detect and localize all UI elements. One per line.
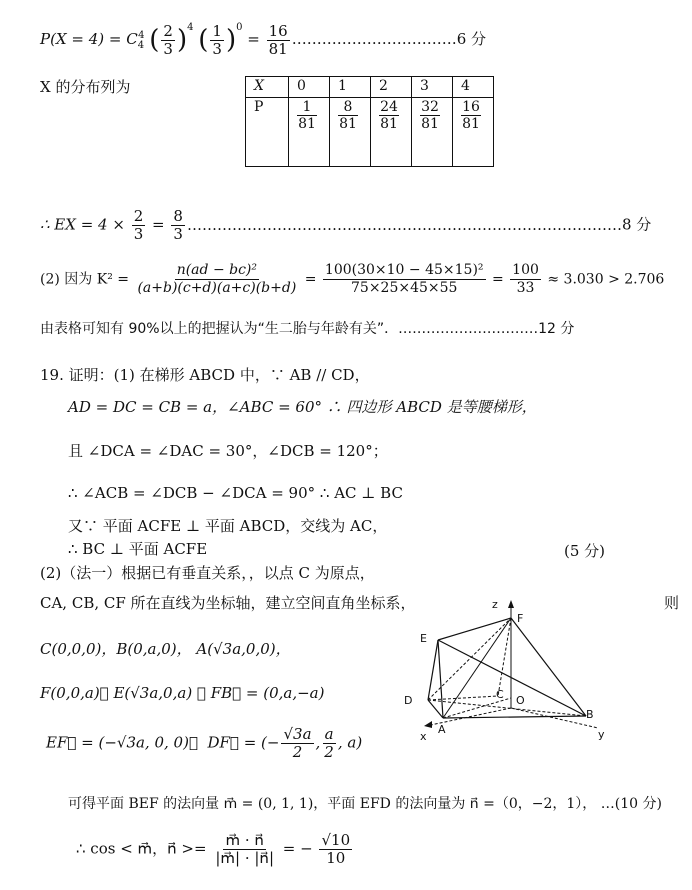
- label-y: y: [598, 728, 605, 741]
- score-5: (5 分): [564, 542, 606, 560]
- equals: =: [152, 215, 165, 234]
- table-cell: $\frac{16}{81}$: [453, 98, 494, 167]
- p19-line9: C(0,0,0)，B(0,a,0)， A(√3a,0,0)，: [40, 640, 291, 658]
- score-12: 12 分: [538, 321, 575, 337]
- leader-dots: …………………………: [398, 321, 539, 337]
- frac-sqrt3a-2: $\frac{√3a}{2}$: [283, 725, 312, 761]
- comb-sub: 4: [137, 40, 145, 51]
- prob-x4-line: $P(X = 4) = C_4^4$ ( $\frac{2}{3}$ )$^4$ ( $\frac{1}{3}$ )$^0$ = $\frac{16}{81}$ ……………………………6 分: [40, 21, 487, 58]
- frac-8-3: $\frac{8}{3}$: [173, 207, 183, 243]
- label-a: A: [438, 723, 446, 736]
- k2-formula: $\frac{\text{n(ad − bc)²}}{(a+b)(c+d)(a+c)(b+d)}$: [137, 262, 297, 296]
- k2-substitution: $\frac{\text{100(30×10 − 45×15)²}}{75\times 25\times 45\times 55}$: [324, 262, 484, 296]
- p19-line7: (2)（法一）根据已有垂直关系，，以点 C 为原点，: [40, 564, 375, 582]
- label-d: D: [404, 694, 413, 707]
- cos-lhs: ∴ cos < m⃗，n⃗ >=: [76, 839, 207, 858]
- k-squared-line: [40, 262, 664, 297]
- equals: =: [491, 271, 504, 288]
- frac-a-2: $\frac{a}{2}$: [324, 725, 334, 761]
- p19-line8: CA, CB, CF 所在直线为坐标轴，建立空间直角坐标系，: [40, 594, 416, 612]
- equals: =: [247, 30, 260, 48]
- p19-line4: ∴ ∠ACB = ∠DCB − ∠DCA = 90° ∴ AC ⊥ BC: [68, 484, 403, 502]
- table-row-label: P: [246, 98, 289, 167]
- k2-lhs: (2) 因为 K² =: [40, 271, 129, 288]
- comb-sup: 4: [138, 30, 145, 41]
- conclusion-line: [40, 318, 574, 338]
- distribution-table: [245, 76, 494, 167]
- exp-0: 0: [236, 22, 243, 33]
- frac-16-81: $\frac{16}{81}$: [268, 21, 288, 58]
- score-6: 6 分: [456, 30, 487, 48]
- p19-line8-tail: 则: [664, 594, 680, 612]
- dist-label: X 的分布列为: [40, 78, 131, 96]
- table-head-x: X: [246, 77, 289, 98]
- cos-formula: $\frac{m⃗ \cdot n⃗}{|m⃗| \cdot |n⃗|}$: [215, 831, 274, 867]
- table-head-1: 1: [330, 77, 371, 98]
- table-head-0: 0: [289, 77, 330, 98]
- label-c: C: [496, 688, 504, 701]
- label-z: z: [492, 598, 498, 611]
- exp-4: 4: [187, 22, 194, 33]
- prob-lhs: P(X = 4) = C: [40, 30, 138, 48]
- leader-dots: ……………………………………………………………………………: [186, 215, 622, 234]
- leader-dots: ……………………………: [291, 30, 457, 48]
- frac-100-33: $\frac{100}{33}$: [512, 262, 539, 296]
- z-arrow-icon: [508, 600, 514, 608]
- vector-ef: EF⃗ = (−√3a, 0, 0)，: [46, 733, 198, 752]
- frac-two-thirds: $\frac{2}{3}$: [163, 21, 173, 58]
- y-axis: [511, 708, 598, 728]
- frac-one-third: $\frac{1}{3}$: [212, 21, 222, 58]
- p19-line6: ∴ BC ⊥ 平面 ACFE: [68, 540, 208, 558]
- p19-line12: 可得平面 BEF 的法向量 m⃗ = (0, 1, 1)，平面 EFD 的法向量为 n⃗ =（0，−2，1）， …(10 分): [68, 796, 662, 812]
- vector-df-start: DF⃗ = (−: [207, 733, 280, 752]
- p19-line2: AD = DC = CB = a，∠ABC = 60° ∴ 四边形 ABCD 是等腰梯形，: [68, 398, 537, 416]
- frac-sqrt10-10: $\frac{√10}{10}$: [321, 831, 351, 867]
- label-o: O: [516, 694, 525, 707]
- score-8: 8 分: [621, 215, 652, 234]
- label-e: E: [420, 632, 427, 645]
- p19-line5: 又∵ 平面 ACFE ⊥ 平面 ABCD，交线为 AC，: [68, 517, 388, 535]
- table-cell: $\frac{24}{81}$: [371, 98, 412, 167]
- table-cell: $\frac{8}{81}$: [330, 98, 371, 167]
- table-cell: $\frac{1}{81}$: [289, 98, 330, 167]
- vector-df-end: , a): [337, 733, 363, 752]
- x-arrow-icon: [424, 721, 432, 728]
- p19-line3: 且 ∠DCA = ∠DAC = 30°，∠DCB = 120°；: [68, 442, 388, 460]
- equals: = −: [282, 839, 313, 858]
- p19-line11: EF⃗ = (−√3a, 0, 0)， DF⃗ = (− $\frac{√3a}{2}$ , $\frac{a}{2}$ , a): [46, 725, 363, 761]
- p19-head: 19. 证明：(1) 在梯形 ABCD 中，∵ AB // CD，: [40, 366, 370, 384]
- table-head-3: 3: [412, 77, 453, 98]
- frac-2-3: $\frac{2}{3}$: [133, 207, 144, 243]
- label-f: F: [517, 612, 524, 625]
- table-head-2: 2: [371, 77, 412, 98]
- label-b: B: [586, 708, 594, 721]
- p19-line10: F(0,0,a)， E(√3a,0,a) ∴ FB⃗ = (0,a,−a): [40, 684, 325, 702]
- label-x: x: [420, 730, 427, 743]
- table-cell: $\frac{32}{81}$: [412, 98, 453, 167]
- p19-line13: [76, 832, 354, 867]
- table-head-4: 4: [453, 77, 494, 98]
- solid-figure: [398, 598, 618, 748]
- conclusion-text: 由表格可知有 90%以上的把握认为“生二胎与年龄有关”．: [40, 321, 399, 337]
- ex-lhs: ∴ EX = 4 ×: [40, 215, 125, 234]
- k2-result: ≈ 3.030 > 2.706: [547, 271, 665, 288]
- equals: =: [304, 271, 317, 288]
- expectation-line: [40, 208, 651, 243]
